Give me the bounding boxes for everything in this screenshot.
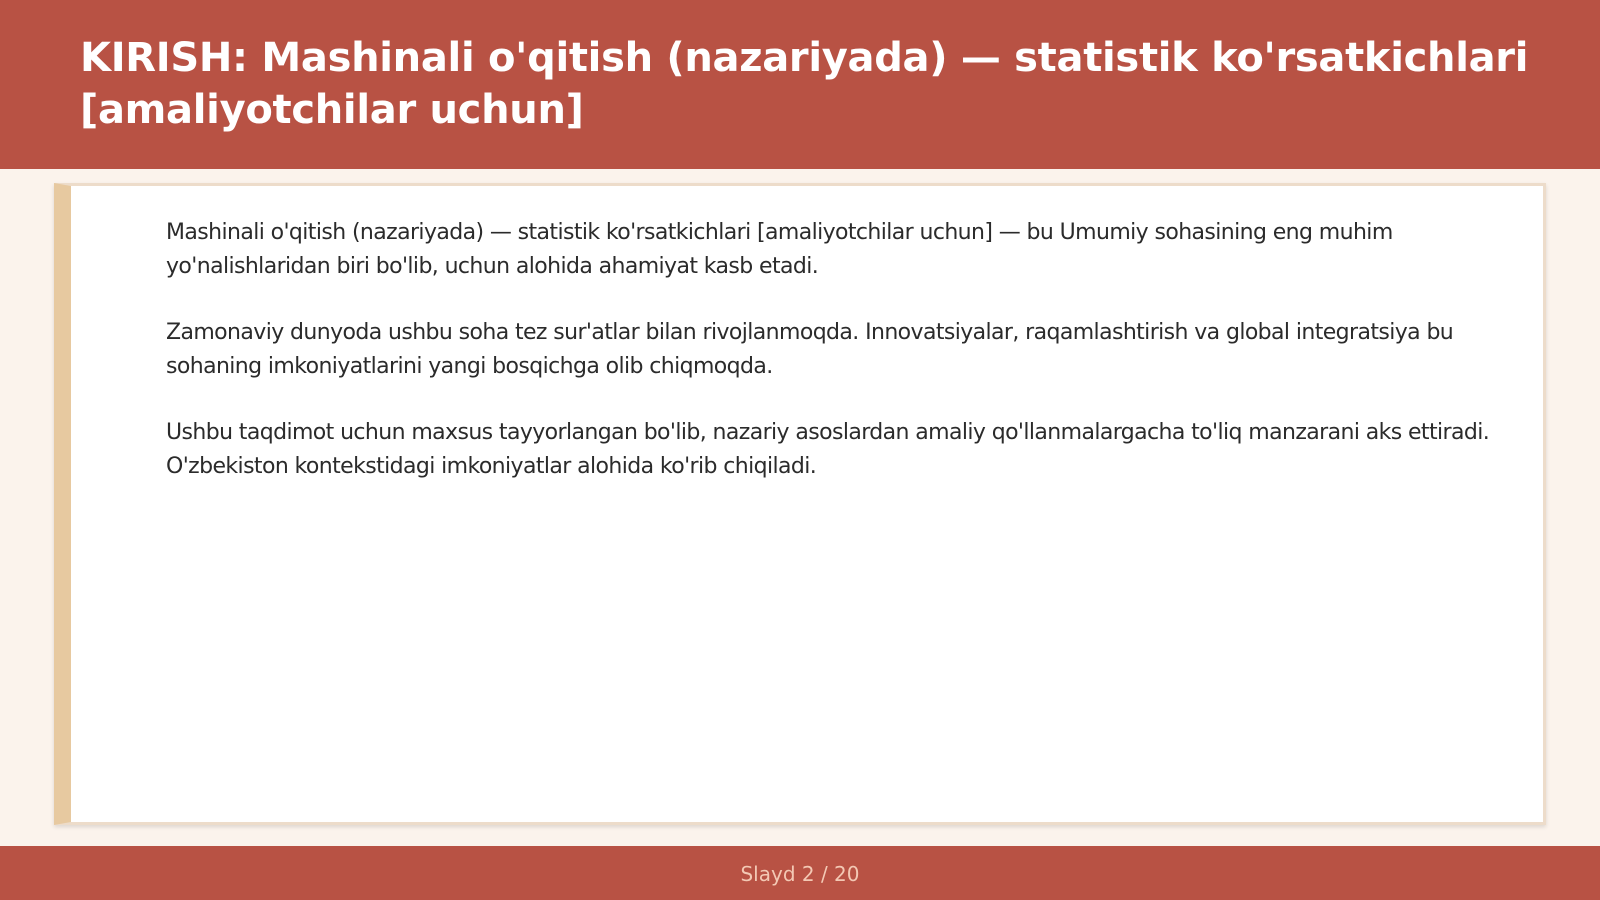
slide-header: [0, 0, 1600, 169]
slide-title: KIRISH: Mashinali o'qitish (nazariyada) — statistik ko'rsatkichlari [amaliyotchilar uchun]: [80, 35, 1529, 133]
paragraph-modern-world: Zamonaviy dunyoda ushbu soha tez sur'atlar bilan rivojlanmoqda. Innovatsiyalar, raqamlashtirish va global integratsiya bu sohaning imkoniyatlarini yangi bosqichga olib chiqmoqda.: [166, 320, 1454, 379]
slide-number: Slayd 2 / 20: [740, 862, 860, 886]
content-body: [166, 216, 1526, 516]
content-card: [54, 183, 1546, 825]
paragraph-presentation: Ushbu taqdimot uchun maxsus tayyorlangan bo'lib, nazariy asoslardan amaliy qo'llanmalargacha to'liq manzarani aks ettiradi. O'zbekiston kontekstidagi imkoniyatlar alohida ko'rib chiqiladi.: [166, 420, 1490, 479]
paragraph-intro: Mashinali o'qitish (nazariyada) — statistik ko'rsatkichlari [amaliyotchilar uchun] — bu Umumiy sohasining eng muhim yo'nalishlaridan biri bo'lib, uchun alohida ahamiyat kasb etadi.: [166, 220, 1393, 279]
slide-footer: [0, 846, 1600, 900]
